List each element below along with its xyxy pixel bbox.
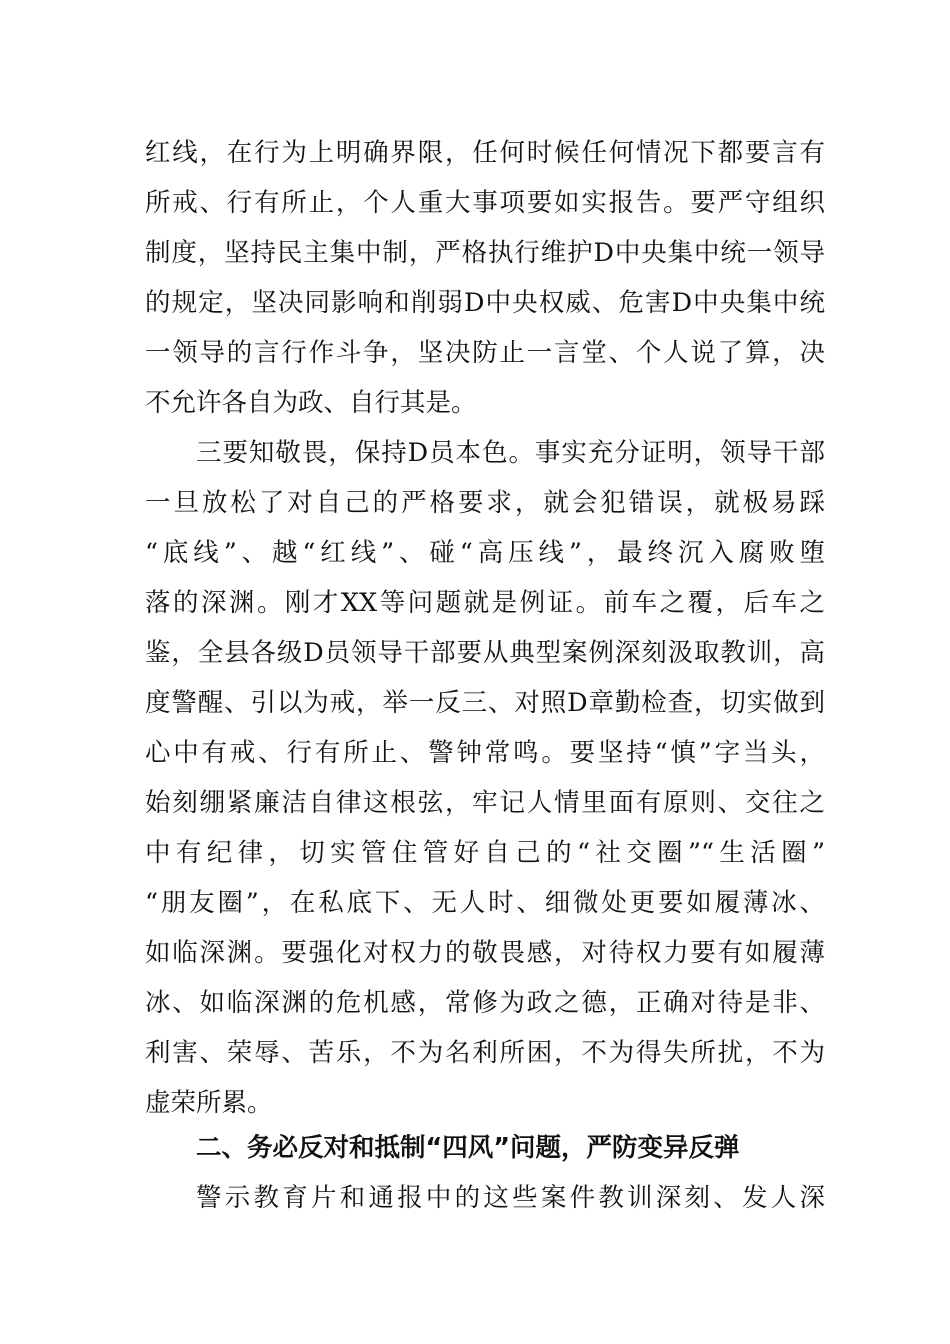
paragraph-2-line-2: 一旦放松了对自己的严格要求，就会犯错误，就极易踩 [145,488,825,518]
paragraph-2-line-11: 如临深渊。要强化对权力的敬畏感，对待权力要有如履薄 [145,938,825,968]
paragraph-2-line-7: 心中有戒、行有所止、警钟常鸣。要坚持“慎”字当头， [145,738,825,768]
paragraph-2-line-1: 三要知敬畏，保持D员本色。事实充分证明，领导干部 [196,438,825,468]
paragraph-1-line-6: 不允许各自为政、自行其是。 [145,388,477,418]
section-heading-2: 二、务必反对和抵制“四风”问题，严防变异反弹 [196,1133,740,1163]
paragraph-2-line-6: 度警醒、引以为戒，举一反三、对照D章勤检查，切实做到 [145,688,825,718]
paragraph-2-line-14: 虚荣所累。 [145,1088,273,1118]
paragraph-2-line-9: 中有纪律，切实管住管好自己的“社交圈”“生活圈” [145,838,825,868]
paragraph-2-line-8: 始刻绷紧廉洁自律这根弦，牢记人情里面有原则、交往之 [145,788,825,818]
paragraph-1-line-1: 红线，在行为上明确界限，任何时候任何情况下都要言有 [145,138,825,168]
paragraph-2-line-13: 利害、荣辱、苦乐，不为名利所困，不为得失所扰，不为 [145,1038,825,1068]
paragraph-1-line-5: 一领导的言行作斗争，坚决防止一言堂、个人说了算，决 [145,338,825,368]
paragraph-2-line-5: 鉴，全县各级D员领导干部要从典型案例深刻汲取教训，高 [145,638,825,668]
paragraph-1-line-3: 制度，坚持民主集中制，严格执行维护D中央集中统一领导 [145,238,825,268]
paragraph-1-line-4: 的规定，坚决同影响和削弱D中央权威、危害D中央集中统 [145,288,825,318]
paragraph-2-line-12: 冰、如临深渊的危机感，常修为政之德，正确对待是非、 [145,988,825,1018]
paragraph-2-line-4: 落的深渊。刚才XX等问题就是例证。前车之覆，后车之 [145,588,825,618]
paragraph-2-line-3: “底线”、越“红线”、碰“高压线”，最终沉入腐败堕 [145,538,825,568]
paragraph-3-line-1: 警示教育片和通报中的这些案件教训深刻、发人深 [196,1183,825,1213]
paragraph-2-line-10: “朋友圈”，在私底下、无人时、细微处更要如履薄冰、 [145,888,825,918]
paragraph-1-line-2: 所戒、行有所止，个人重大事项要如实报告。要严守组织 [145,188,825,218]
